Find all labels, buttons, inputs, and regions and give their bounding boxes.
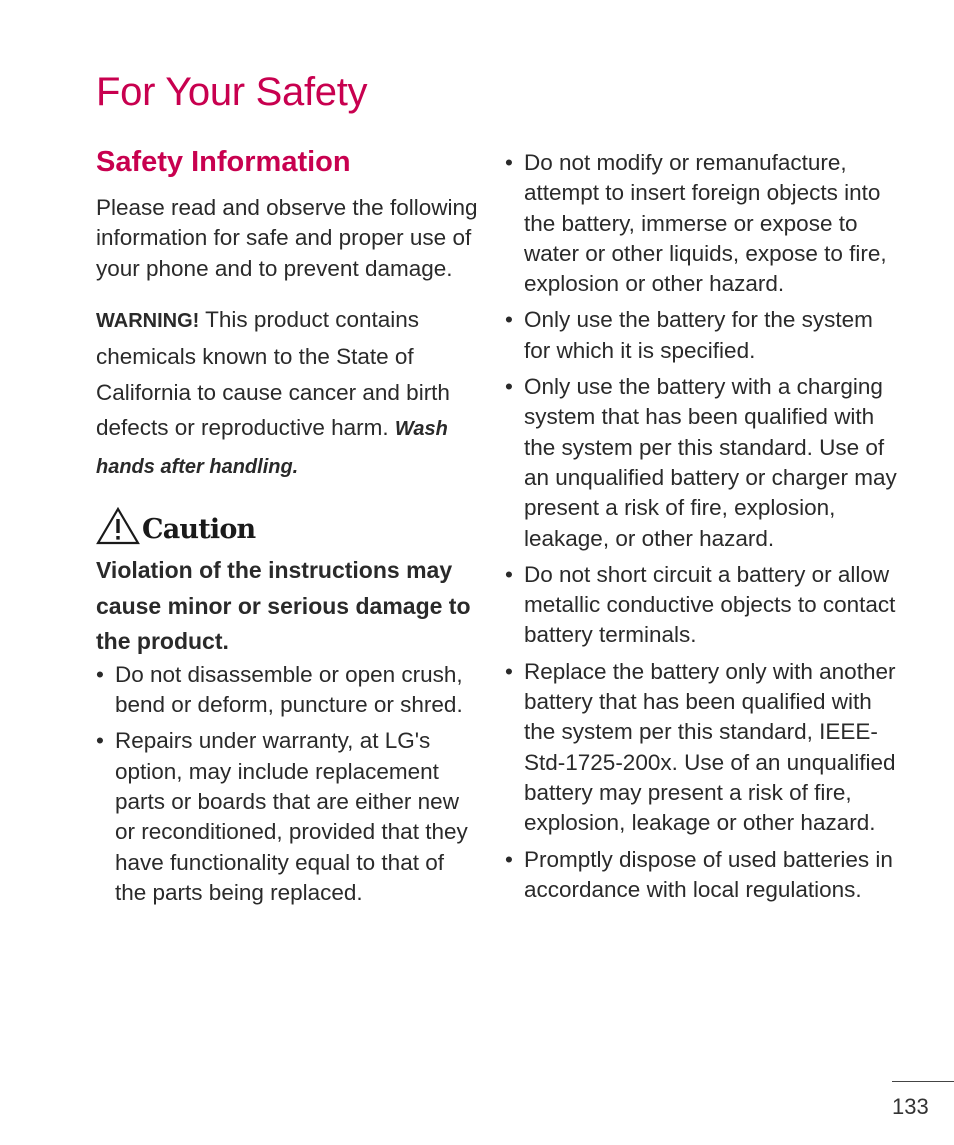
warning-paragraph	[96, 302, 481, 486]
warning-emphasis: Wash hands after handling.	[96, 418, 448, 478]
warning-triangle-icon	[96, 507, 140, 545]
list-item: • Only use the battery with a charging system that has been qualified with the system per this standard. Use of an unqualified battery or charger may present a risk of fire, explosion, leakage, or other hazard.	[505, 372, 900, 554]
list-item: • Repairs under warranty, at LG's option, may include replacement parts or boards that are either new or reconditioned, provided that they have functionality equal to that of the parts being replaced.	[96, 726, 481, 908]
list-item: • Do not modify or remanufacture, attempt to insert foreign objects into the battery, immerse or expose to water or other liquids, expose to fire, explosion or other hazard.	[505, 148, 900, 299]
right-column	[505, 148, 900, 911]
caution-label: Caution	[142, 514, 256, 546]
right-bullet-list	[505, 148, 900, 905]
page-number-rule	[892, 1081, 954, 1082]
caution-label-row	[96, 501, 481, 545]
caution-heading: Violation of the instructions may cause minor or serious damage to the product.	[96, 557, 471, 655]
warning-label: WARNING!	[96, 309, 200, 332]
page-title: For Your Safety	[96, 70, 368, 114]
list-item: • Promptly dispose of used batteries in accordance with local regulations.	[505, 845, 900, 906]
section-title: Safety Information	[96, 146, 351, 178]
list-item: • Only use the battery for the system for which it is specified.	[505, 305, 900, 366]
warning-text: This product contains chemicals known to the State of California to cause cancer and birth defects or reproductive harm.	[96, 306, 450, 441]
intro-paragraph: Please read and observe the following information for safe and proper use of your phone and to prevent damage.	[96, 195, 478, 281]
left-column	[96, 146, 481, 914]
list-item: • Replace the battery only with another battery that has been qualified with the system per this standard, IEEE-Std-1725-200x. Use of an unqualified battery may present a risk of fire, explosion, leakage or other hazard.	[505, 657, 900, 839]
page-number: 133	[892, 1094, 929, 1119]
list-item: • Do not disassemble or open crush, bend or deform, puncture or shred.	[96, 660, 481, 721]
left-bullet-list	[96, 660, 481, 908]
list-item: • Do not short circuit a battery or allow metallic conductive objects to contact battery terminals.	[505, 560, 900, 651]
